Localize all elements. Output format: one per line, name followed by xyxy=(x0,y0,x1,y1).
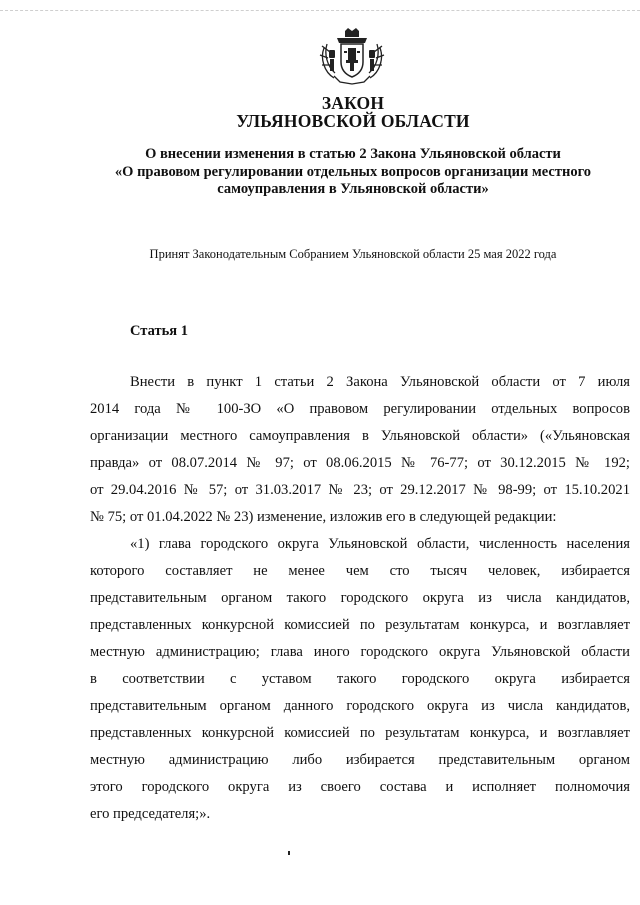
body-text-line: в соответствии с уставом такого городского округа избирается xyxy=(90,671,630,687)
body-text-line: организации местного самоуправления в Ульяновской области» («Ульяновская xyxy=(90,428,630,444)
body-text-line: 2014 года № 100-ЗО «О правовом регулировании отдельных вопросов xyxy=(90,401,630,417)
body-text-line: местную администрацию; глава иного городского округа Ульяновской области xyxy=(90,644,630,660)
body-text-line: Внести в пункт 1 статьи 2 Закона Ульяновской области от 7 июля xyxy=(130,374,630,390)
scan-speck xyxy=(288,851,290,855)
scan-edge-line xyxy=(0,10,640,11)
body-text-line: этого городского округа из своего состава и исполняет полномочия xyxy=(90,779,630,795)
body-text-line: от 29.04.2016 № 57; от 31.03.2017 № 23; от 29.12.2017 № 98-99; от 15.10.2021 xyxy=(90,482,630,498)
law-title: ЗАКОН xyxy=(321,93,385,113)
region-title: УЛЬЯНОВСКОЙ ОБЛАСТИ xyxy=(236,111,470,131)
law-subtitle-line: «О правовом регулировании отдельных вопросов организации местного xyxy=(114,164,592,180)
body-text-line: местную администрацию либо избирается представительным органом xyxy=(90,752,630,768)
body-text-line: представительным органом такого городского округа из числа кандидатов, xyxy=(90,590,630,606)
body-text-line: которого составляет не менее чем сто тысяч человек, избирается xyxy=(90,563,630,579)
body-text-line: правда» от 08.07.2014 № 97; от 08.06.2015 № 76-77; от 30.12.2015 № 192; xyxy=(90,455,630,471)
article-heading: Статья 1 xyxy=(130,323,188,339)
law-subtitle-line: О внесении изменения в статью 2 Закона Ульяновской области xyxy=(145,146,561,162)
body-text-line: «1) глава городского округа Ульяновской области, численность населения xyxy=(130,536,630,552)
law-subtitle-line: самоуправления в Ульяновской области» xyxy=(217,181,489,197)
body-text-line: представленных конкурсной комиссией по результатам конкурса, и возглавляет xyxy=(90,617,630,633)
adoption-note: Принят Законодательным Собранием Ульяновской области 25 мая 2022 года xyxy=(149,247,557,261)
body-text-line: представленных конкурсной комиссией по результатам конкурса, и возглавляет xyxy=(90,725,630,741)
body-text-line: его председателя;». xyxy=(90,806,211,822)
body-text-line: представительным органом данного городского округа из числа кандидатов, xyxy=(90,698,630,714)
body-text-line: № 75; от 01.04.2022 № 23) изменение, изложив его в следующей редакции: xyxy=(90,509,557,525)
coat-of-arms-emblem xyxy=(318,28,386,86)
